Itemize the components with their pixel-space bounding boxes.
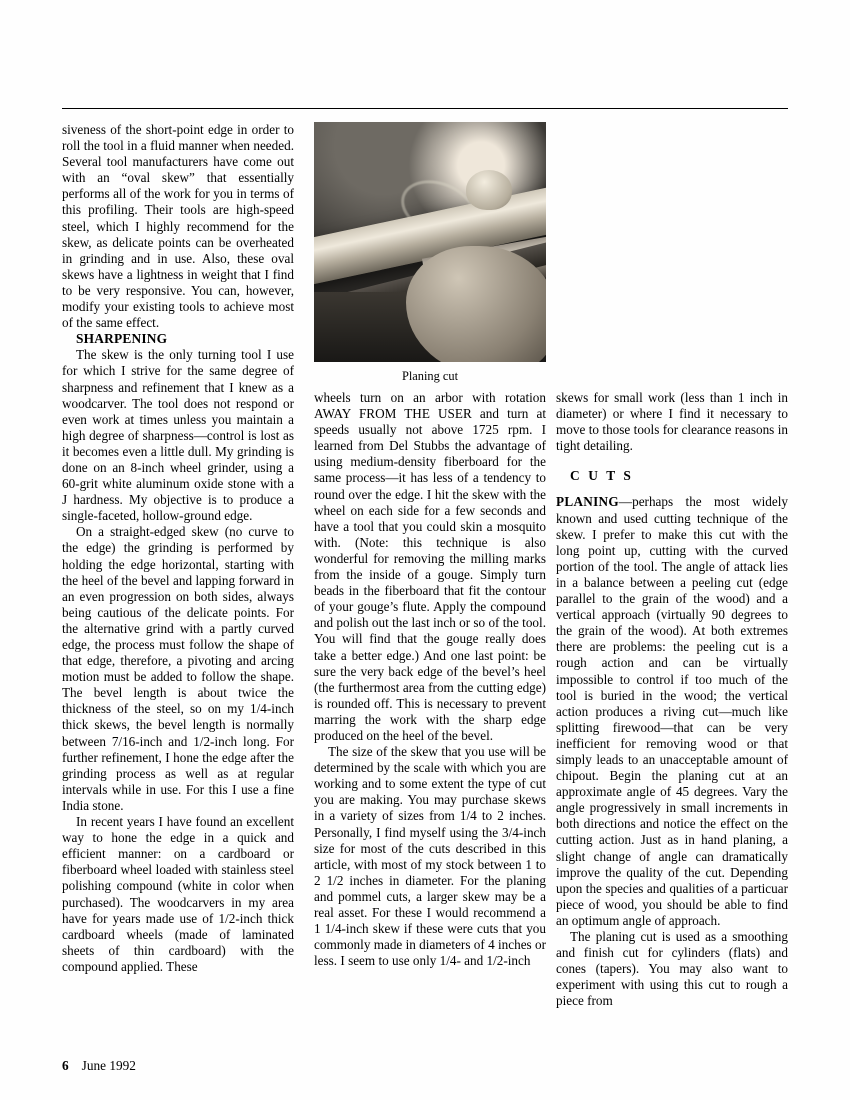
figure-planing-cut [314,122,546,384]
column-two [314,390,546,969]
paragraph: On a straight-edged skew (no curve to the edge) the grinding is performed by holding the edge horizontal, starting with the heel of the bevel and lapping forward in an even progression on both sides, always being cautious of the delicate points. For the alternative grind with a partly curved edge, the process must follow the shape of that edge, therefore, a pivoting and arcing motion must be added to follow the shape. The bevel length is about twice the thickness of the steel, so on my 1/4-inch thick skews, the bevel length is normally between 7/16-inch and 1/2-inch long. For further refinement, I hone the edge after the grinding process as well as at regular intervals while in use. For this I use a fine India stone. [62,524,294,813]
paragraph: The size of the skew that you use will be determined by the scale with which you are working and to some extent the type of cut you are making. You may purchase skews in a variety of sizes from 1/4 to 2 inches. Personally, I find myself using the 3/4-inch size for most of the cuts described in this article, with most of my stock between 1 to 2 1/2 inches in diameter. For the planing and pommel cuts, a larger skew may be a real asset. For these I would recommend a 1 1/4-inch skew if these were cuts that you commonly made in diameters of 4 inches or less. I seem to use only 1/4- and 1/2-inch [314,744,546,969]
page-number: 6 [62,1058,69,1073]
column-three [556,390,788,1009]
paragraph-planing [556,494,788,929]
runin-label-planing: PLANING [556,494,619,510]
paragraph: In recent years I have found an excellent way to hone the edge in a quick and efficient manner: on a cardboard or fiberboard wheel loaded with stainless steel polishing compound (white in color when purchased). The woodcarvers in my area have for years made use of 1/2-inch thick cardboard wheels (made of laminated sheets of thin cardboard) with the compound applied. These [62,814,294,974]
issue-date: June 1992 [81,1058,136,1073]
section-heading-cuts: C U T S [570,468,634,484]
paragraph: wheels turn on an arbor with rotation AWAY FROM THE USER and turn at speeds usually not above 1725 rpm. I learned from Del Stubbs the advantage of using medium-density fiberboard for the same process—it has less of a tendency to round over the edge. I hit the skew with the wheel on each side for a few seconds and have a tool that you could skin a mosquito with. (Note: this technique is also wonderful for removing the milling marks from the inside of a gouge. Simply turn beads in the fiberboard that fit the contour of your gouge’s flute. Apply the compound and polish out the last inch or so of the tool. You will find that the gouge really does take a better edge.) And one last point: be sure the very back edge of the bevel’s heel (the furthermost area from the cutting edge) is rounded off. This is necessary to prevent marring the work with the sharp edge produced on the heel of the bevel. [314,390,546,743]
page-footer [62,1058,136,1074]
figure-caption: Planing cut [401,369,459,383]
planing-cut-photo [314,122,546,362]
paragraph: The skew is the only turning tool I use for which I strive for the same degree of sharpness and refinement that I knew as a woodcarver. The tool does not respond or even work at times unless you maintain a high degree of sharpness—control is lost as it becomes even a little dull. My grinding is done on an 8-inch wheel grinder, using a 60-grit white aluminum oxide stone with a J hardness. My objective is to produce a single-faceted, hollow-ground edge. [62,347,294,524]
turned-knob [466,170,512,210]
section-heading-sharpening: SHARPENING [76,331,168,347]
paragraph: skews for small work (less than 1 inch in diameter) or where I find it necessary to move to those tools for clearance reasons in tight detailing. [556,390,788,454]
turners-hand [406,246,546,362]
column-one [62,122,294,975]
header-rule [62,108,788,109]
paragraph: siveness of the short-point edge in order to roll the tool in a fluid manner when needed. Several tool manufacturers have come out with an “oval skew” that essentially performs all of the work for you in terms of this profiling. Their tools are high-speed steel, which I highly recommend for the skew, as delicate points can be overheated in grinding and in use. Also, these oval skews have a lightness in weight that I find to be very responsive. You can, however, modify your existing tools to achieve most of the same effect. [62,122,294,331]
paragraph: The planing cut is used as a smoothing and finish cut for cylinders (flats) and cones (tapers). You may also want to experiment with using this cut to rough a piece from [556,929,788,1009]
paragraph-planing-text: —perhaps the most widely known and used cutting technique of the skew. I prefer to make this cut with the long point up, cutting with the curved portion of the tool. The angle of attack lies in a balance between a peeling cut (edge parallel to the grain of the wood) and a vertical approach (virtually 90 degrees to the grain of the wood). At both extremes there are problems: the peeling cut is a rough action and can be virtually impossible to control if too much of the tool is buried in the wood; the vertical action produces a riving cut—much like splitting firewood—that can be very inefficient for removing wood or that simply leads to an unacceptable amount of chipout. Begin the planing cut at an approximate angle of 45 degrees. Vary the angle progressively in small increments in both directions and notice the effect on the cutting action. Just as in hand planing, a slight change of angle can dramatically improve the quality of the cut. Depending upon the species and qualities of a particuar piece of wood, you should be able to find an optimum angle of approach. [556,494,788,928]
